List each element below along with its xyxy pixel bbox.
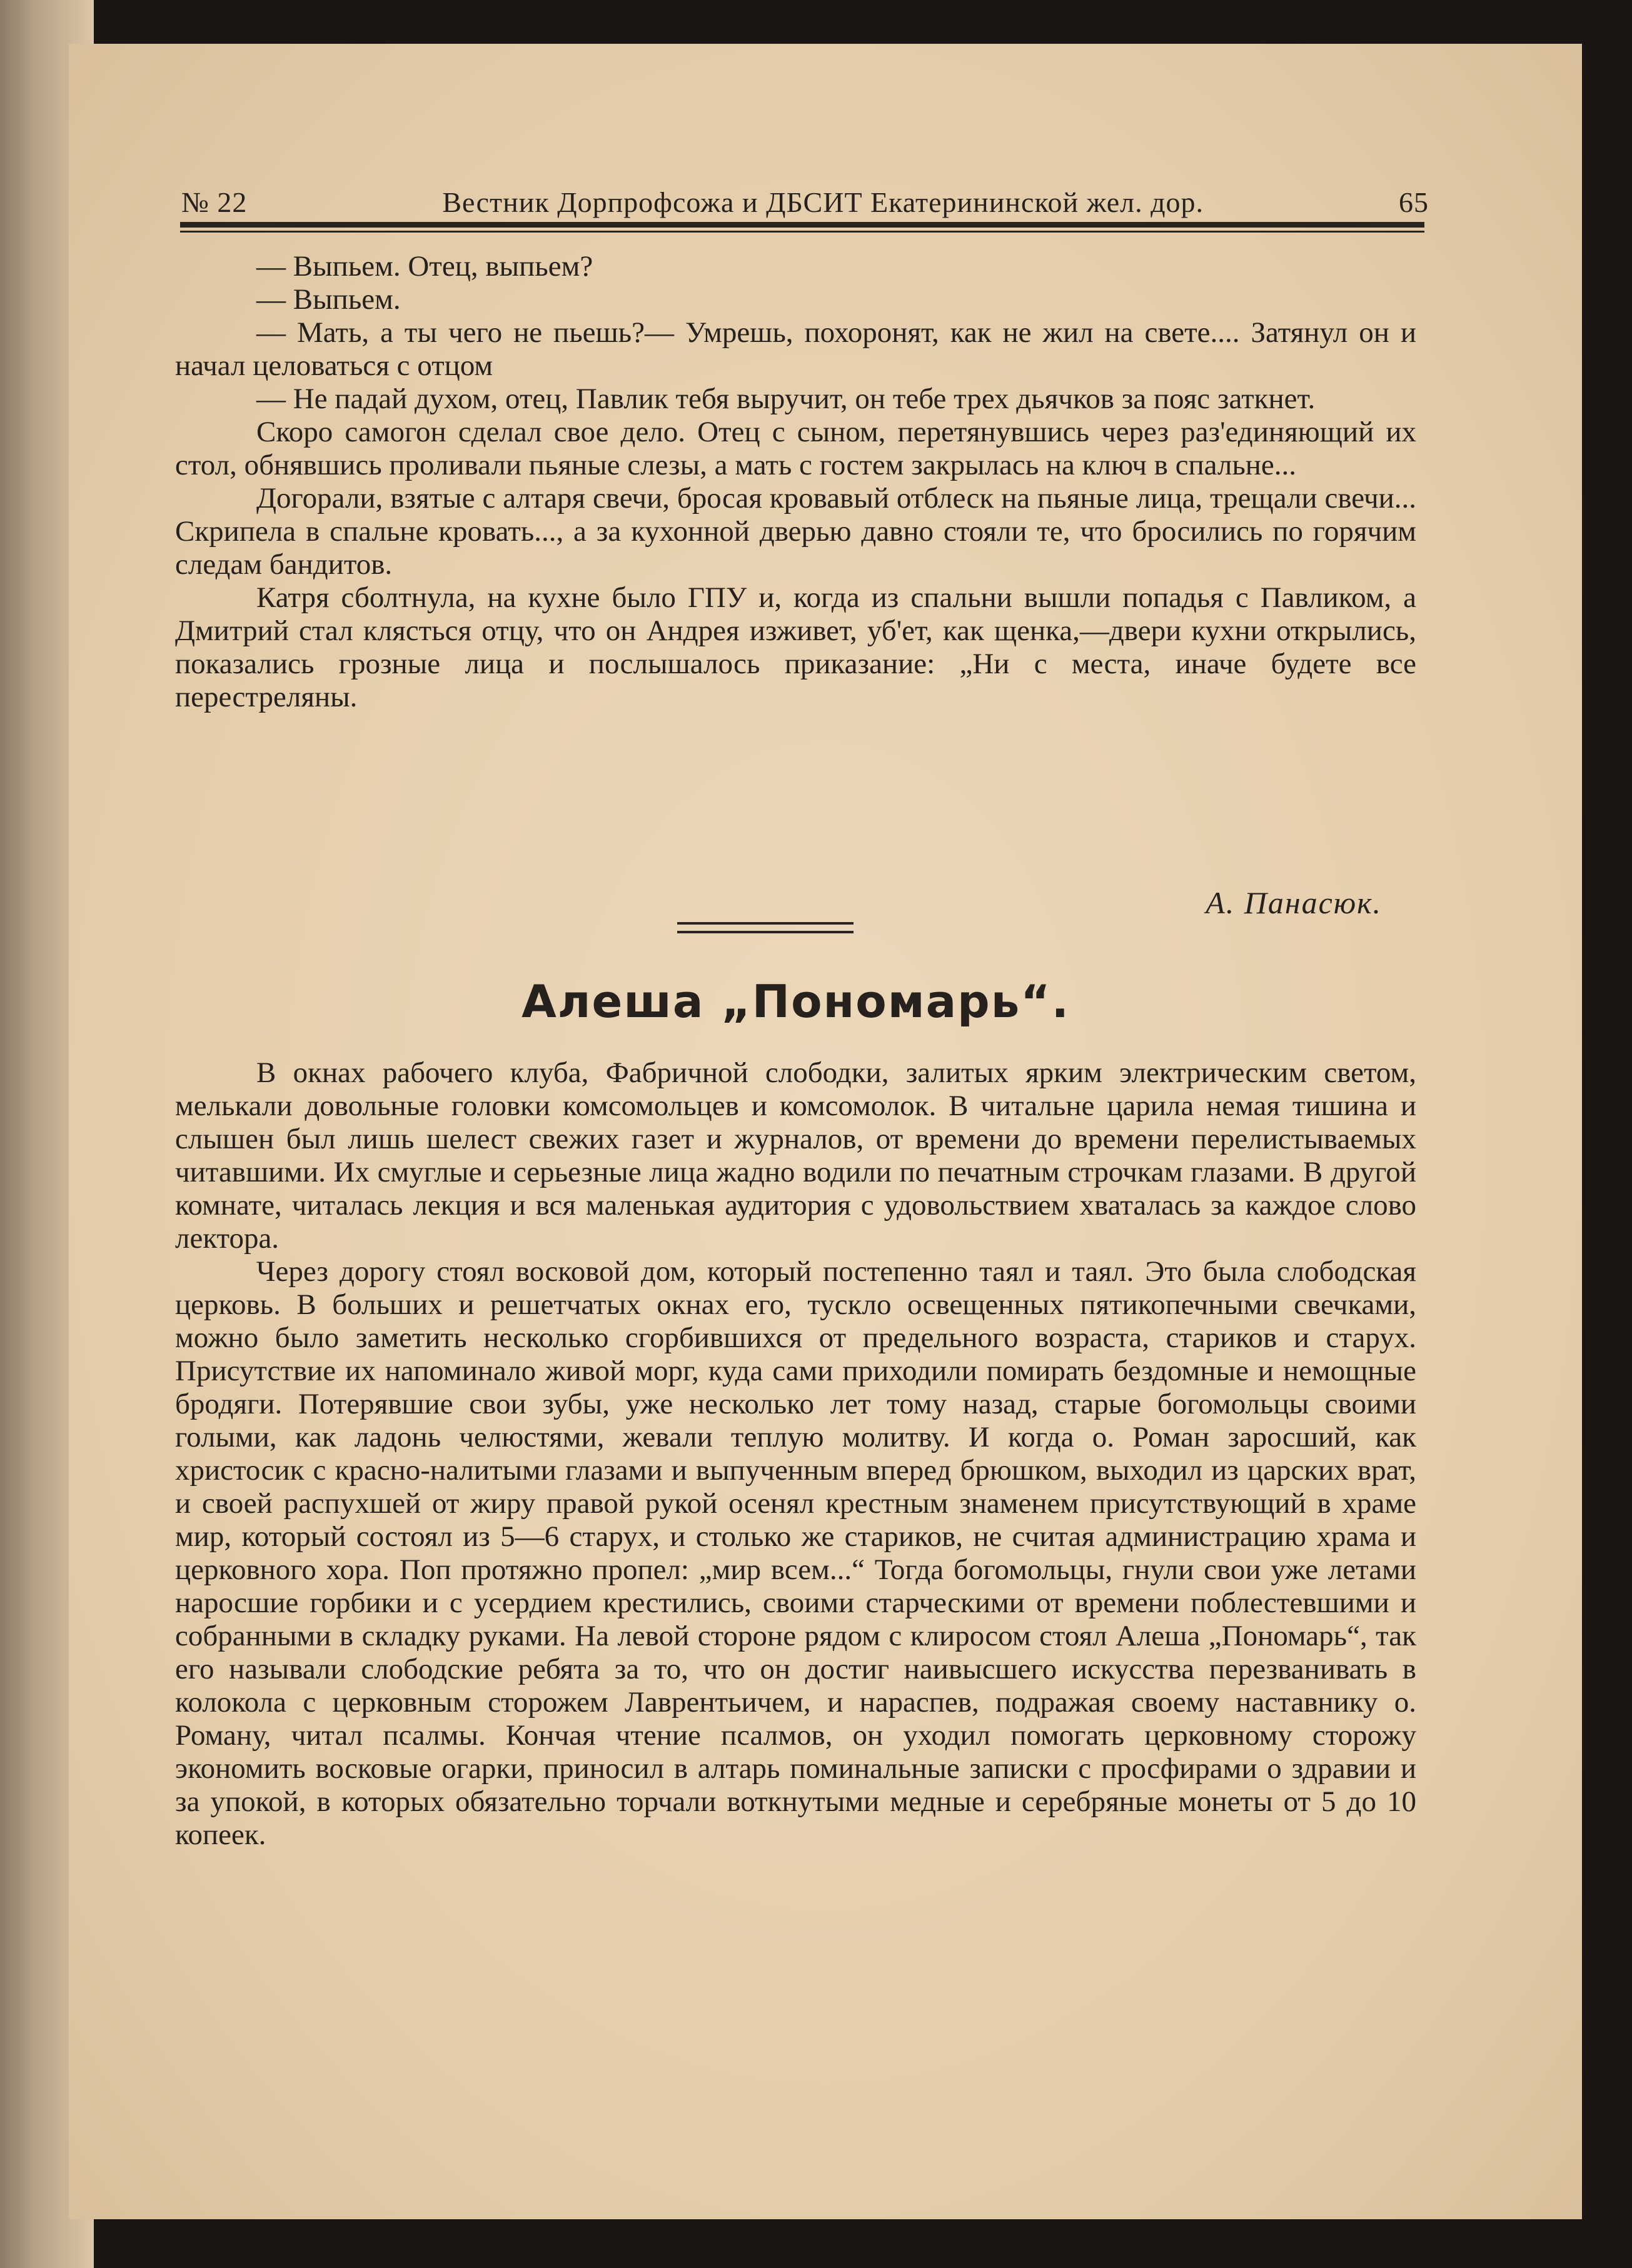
header-rule-thin: [180, 231, 1424, 233]
issue-number: № 22: [181, 186, 248, 218]
section-separator-lower: [677, 931, 854, 933]
section-separator: [677, 922, 854, 925]
article-body: [175, 1056, 1416, 1852]
article-title: Алеша „Пономарь“.: [521, 975, 1070, 1028]
page-number: 65: [1398, 186, 1429, 218]
paragraph: В окнах рабочего клуба, Фабричной слободки, залитых ярким электрическим светом, мелькали довольные головки комсомольцев и комсомолок. В читальне царила немая тишина и слышен был лишь шелест свежих газет и журналов, от времени до времени перелистываемых читавшими. Их смуглые и серьезные лица жадно водили по печатным строчкам глазами. В другой комнате, читалась лекция и вся маленькая аудитория с удовольствием хваталась за каждое слово лектора.: [175, 1056, 1416, 1255]
page: [69, 44, 1582, 2219]
journal-title: Вестник Дорпрофсожа и ДБСИТ Екатерининской жел. дор.: [442, 186, 1204, 218]
header-rule: [180, 222, 1424, 228]
paragraph: — Не падай духом, отец, Павлик тебя выручит, он тебе трех дьячков за пояс заткнет.: [256, 383, 1316, 415]
paragraph: Через дорогу стоял восковой дом, который постепенно таял и таял. Это была слободская церковь. В больших и решетчатых окнах его, тускло освещенных пятикопечными свечками, можно было заметить несколько сгорбившихся от предельного возраста, стариков и старух. Присутствие их напоминало живой морг, куда сами приходили помирать бездомные и немощные бродяги. Потерявшие свои зубы, уже несколько лет тому назад, старые богомольцы своими голыми, как ладонь челюстями, жевали теплую молитву. И когда о. Роман заросший, как христосик с красно-налитыми глазами и выпученным вперед брюшком, выходил из царских врат, и своей распухшей от жиру правой рукой осенял крестным знаменем присутствующий в храме мир, который состоял из 5—6 старух, и столько же стариков, не считая администрацию храма и церковного хора. Поп протяжно пропел: „мир всем...“ Тогда богомольцы, гнули свои уже летами наросшие горбики и с усердием крестились, своими старческими от времени поблестевшими и собранными в складку руками. На левой стороне рядом с клиросом стоял Алеша „Пономарь“, так его называли слободские ребята за то, что он достиг наивысшего искусства перезванивать в колокола с церковным сторожем Лаврентьичем, и нараспев, подражая своему наставнику о. Роману, читал псалмы. Кончая чтение псалмов, он уходил помогать церковному сторожу экономить восковые огарки, приносил в алтарь поминальные записки с просфирами о здравии и за упокой, в которых обязательно торчали воткнутыми медные и серебряные монеты от 5 до 10 копеек.: [175, 1255, 1416, 1851]
paragraph: Догорали, взятые с алтаря свечи, бросая кровавый отблеск на пьяные лица, трещали свечи... Скрипела в спальне кровать..., а за кухонной дверью давно стояли те, что бросились по горячим следам бандитов.: [175, 482, 1416, 581]
paragraph: — Выпьем. Отец, выпьем?: [256, 250, 593, 283]
story-ending: [175, 250, 1416, 714]
paragraph: Катря сболтнула, на кухне было ГПУ и, когда из спальни вышли попадья с Павликом, а Дмитрий стал клясться отцу, что он Андрея изживет, уб'ет, как щенка,—двери кухни открылись, показались грозные лица и послышалось приказание: „Ни с места, иначе будете все перестреляны.: [175, 581, 1416, 713]
author-signature: А. Панасюк.: [1206, 885, 1382, 920]
running-header: [181, 169, 1429, 219]
paragraph: Скоро самогон сделал свое дело. Отец с сыном, перетянувшись через раз'единяющий их стол, обнявшись проливали пьяные слезы, а мать с гостем закрылась на ключ в спальне...: [175, 416, 1416, 481]
paragraph: — Выпьем.: [256, 283, 401, 316]
paragraph: — Мать, а ты чего не пьешь?— Умрешь, похоронят, как не жил на свете.... Затянул он и начал целоваться с отцом: [175, 316, 1416, 382]
